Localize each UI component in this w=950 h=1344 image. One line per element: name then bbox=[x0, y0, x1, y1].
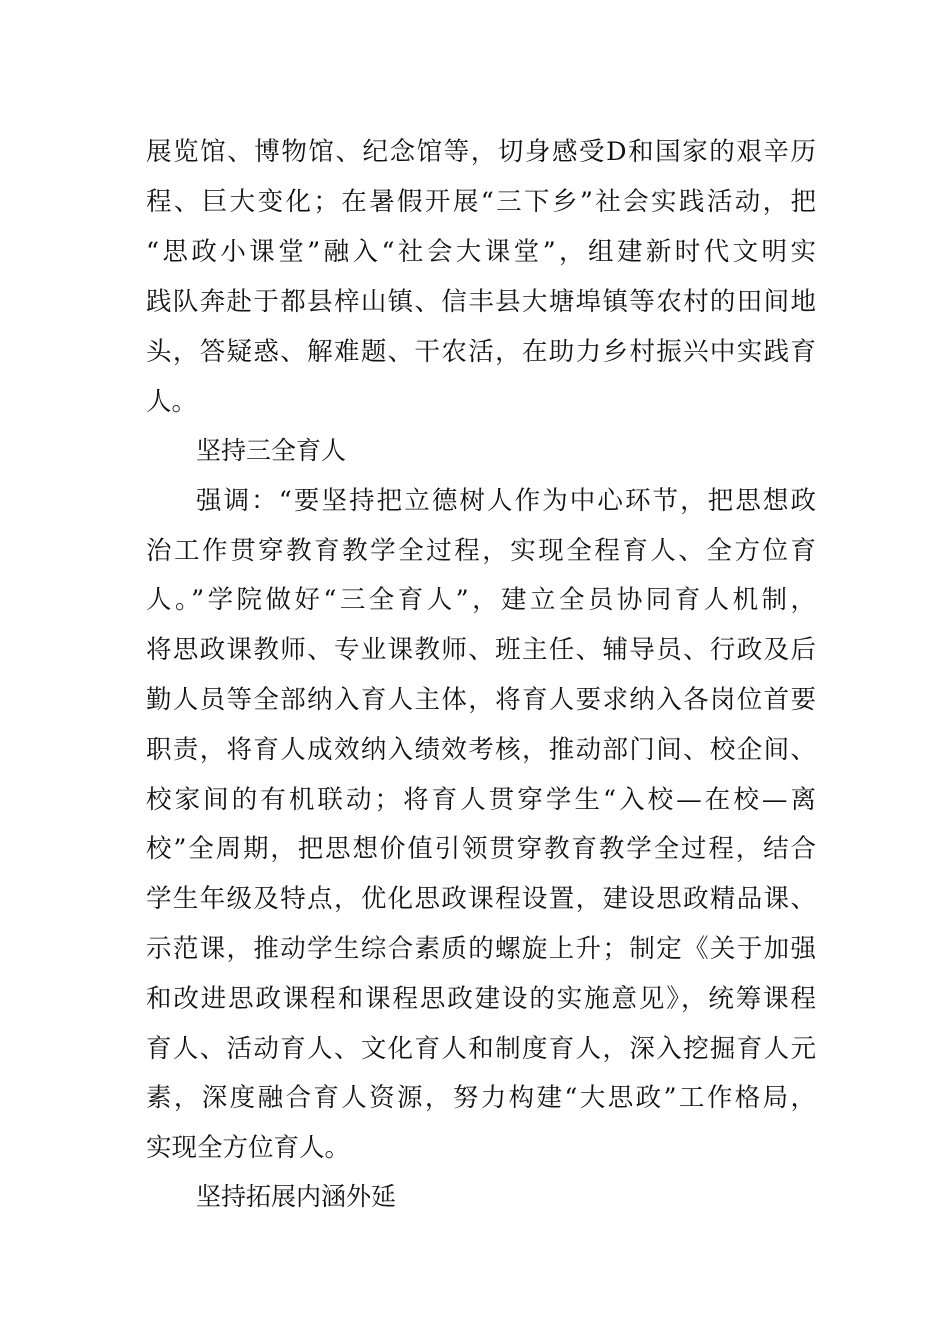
paragraph-line: 人。 bbox=[146, 387, 198, 417]
paragraph-line: 强调：“要坚持把立德树人作为中心环节，把思想政 bbox=[196, 486, 816, 516]
paragraph-line: 践队奔赴于都县梓山镇、信丰县大塘埠镇等农村的田间地 bbox=[146, 287, 816, 317]
paragraph-line: 程、巨大变化；在暑假开展“三下乡”社会实践活动，把 bbox=[146, 187, 816, 217]
paragraph-line: 展览馆、博物馆、纪念馆等，切身感受D和国家的艰辛历 bbox=[146, 137, 816, 167]
section-heading: 坚持拓展内涵外延 bbox=[196, 1182, 397, 1211]
paragraph-line: 职责，将育人成效纳入绩效考核，推动部门间、校企间、 bbox=[146, 735, 816, 765]
paragraph-line: 学生年级及特点，优化思政课程设置，建设思政精品课、 bbox=[146, 884, 816, 914]
paragraph-line: 实现全方位育人。 bbox=[146, 1133, 351, 1163]
paragraph-line: 将思政课教师、专业课教师、班主任、辅导员、行政及后 bbox=[146, 635, 816, 665]
paragraph-line: 示范课，推动学生综合素质的螺旋上升；制定《关于加强 bbox=[146, 934, 816, 964]
paragraph-line: “思政小课堂”融入“社会大课堂”，组建新时代文明实 bbox=[146, 237, 816, 267]
paragraph-line: 校”全周期，把思想价值引领贯穿教育教学全过程，结合 bbox=[146, 834, 816, 864]
paragraph-line: 头，答疑惑、解难题、干农活，在助力乡村振兴中实践育 bbox=[146, 337, 816, 367]
paragraph-line: 育人、活动育人、文化育人和制度育人，深入挖掘育人元 bbox=[146, 1034, 816, 1064]
paragraph-line: 和改进思政课程和课程思政建设的实施意见》，统筹课程 bbox=[146, 984, 816, 1014]
paragraph-line: 素，深度融合育人资源，努力构建“大思政”工作格局， bbox=[146, 1083, 816, 1113]
paragraph-line: 人。”学院做好“三全育人”，建立全员协同育人机制， bbox=[146, 585, 816, 615]
section-heading: 坚持三全育人 bbox=[196, 436, 347, 465]
paragraph-line: 治工作贯穿教育教学全过程，实现全程育人、全方位育 bbox=[146, 536, 816, 566]
paragraph-line: 校家间的有机联动；将育人贯穿学生“入校—在校—离 bbox=[146, 785, 816, 815]
paragraph-line: 勤人员等全部纳入育人主体，将育人要求纳入各岗位首要 bbox=[146, 685, 816, 715]
